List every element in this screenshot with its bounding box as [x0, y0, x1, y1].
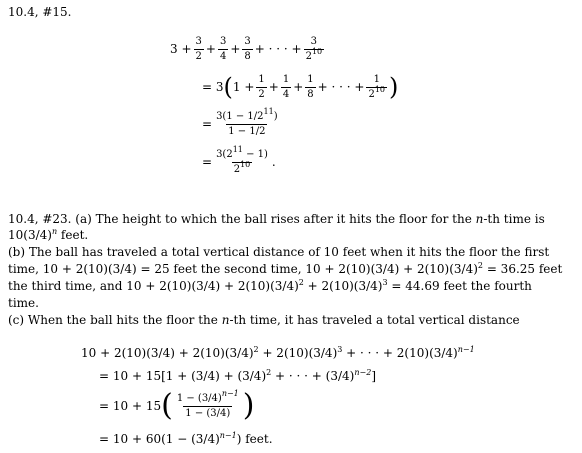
equals: =: [202, 117, 213, 131]
fraction: $\frac{3}{4}$: [219, 35, 227, 62]
fraction: $\frac{1}{8}$: [307, 73, 314, 100]
problem-15-heading: 10.4, #15.: [8, 5, 72, 19]
p23-line3: (b) The ball has traveled a total vertical distance of 10 feet when it hits the floor the first: [8, 245, 550, 259]
eq-text: 1 +: [232, 80, 255, 94]
eq15-line4: = $\frac{3(2^{11} - 1)}{2^{10}}$ .: [202, 144, 276, 175]
eq-text: + · · · +: [254, 42, 302, 56]
p23-line7: (c) When the ball hits the floor the n-th time, it has traveled a total vertical distance: [8, 313, 520, 327]
eq23-line3: = 10 + 15 ( $\frac{1 - (3/4)^{n-1}}{1 - (3/4)}$ ): [99, 388, 255, 423]
fraction: $\frac{3(1 - 1/2^{11})}{1 - 1/2}$: [216, 106, 278, 137]
equals: =: [202, 155, 213, 169]
eq-text: 3 +: [170, 42, 192, 56]
eq15-line1: 3 + $\frac{3}{2}$ + $\frac{3}{4}$ + $\frac{3}{8}$ + · · · + $\frac{3}{2^{10}}$: [170, 35, 323, 62]
eq23-line2: = $10 + 15[1 + (3/4) + (3/4)^2$ + · · · + $(3/4)^{n-2}$]: [99, 368, 376, 383]
fraction: $\frac{3}{2}$: [195, 35, 202, 62]
p23-line1: 10.4, #23. (a) The height to which the ball rises after it hits the floor for the n-th time is: [8, 212, 545, 226]
fraction: $\frac{1 - (3/4)^{n-1}}{1 - (3/4)}$: [176, 388, 239, 419]
eq23-line4: = $10 + 60(1 - (3/4)^{n-1})$ feet.: [99, 431, 273, 446]
p23-line4: time, 10 + 2(10)(3/4) = 25 feet the second time, $10 + 2(10)(3/4) + 2(10)(3/4)^2 = 36.25$ feet: [8, 261, 563, 276]
fraction: $\frac{3}{8}$: [244, 35, 251, 62]
p23-line5: the third time, and $10 + 2(10)(3/4) + 2(10)(3/4)^2 + 2(10)(3/4)^3 = 44.69$ feet the fourth: [8, 278, 532, 293]
eq15-line3: [202, 106, 282, 138]
fraction: $\frac{1}{4}$: [282, 73, 290, 100]
eq-text: = 3: [202, 80, 224, 94]
p23-line6: time.: [8, 296, 39, 310]
eq15-line2: = 3 ( 1 + $\frac{1}{2}$ + $\frac{1}{4}$ + $\frac{1}{8}$ + · · · + $\frac{1}{2^{10}}$ ): [202, 73, 399, 101]
fraction: $\frac{3}{2^{10}}$: [305, 35, 323, 62]
eq23-line1: $10 + 2(10)(3/4) + 2(10)(3/4)^2 + 2(10)(3/4)^3$ + · · · + $2(10)(3/4)^{n-1}$: [81, 345, 475, 360]
fraction: $\frac{1}{2}$: [258, 73, 265, 100]
fraction: $\frac{3(2^{11} - 1)}{2^{10}}$: [216, 144, 268, 175]
eq-text: + · · · +: [317, 80, 365, 94]
p23-line2: $10(3/4)^n$ feet.: [8, 227, 89, 242]
fraction: $\frac{1}{2^{10}}$: [368, 73, 386, 100]
